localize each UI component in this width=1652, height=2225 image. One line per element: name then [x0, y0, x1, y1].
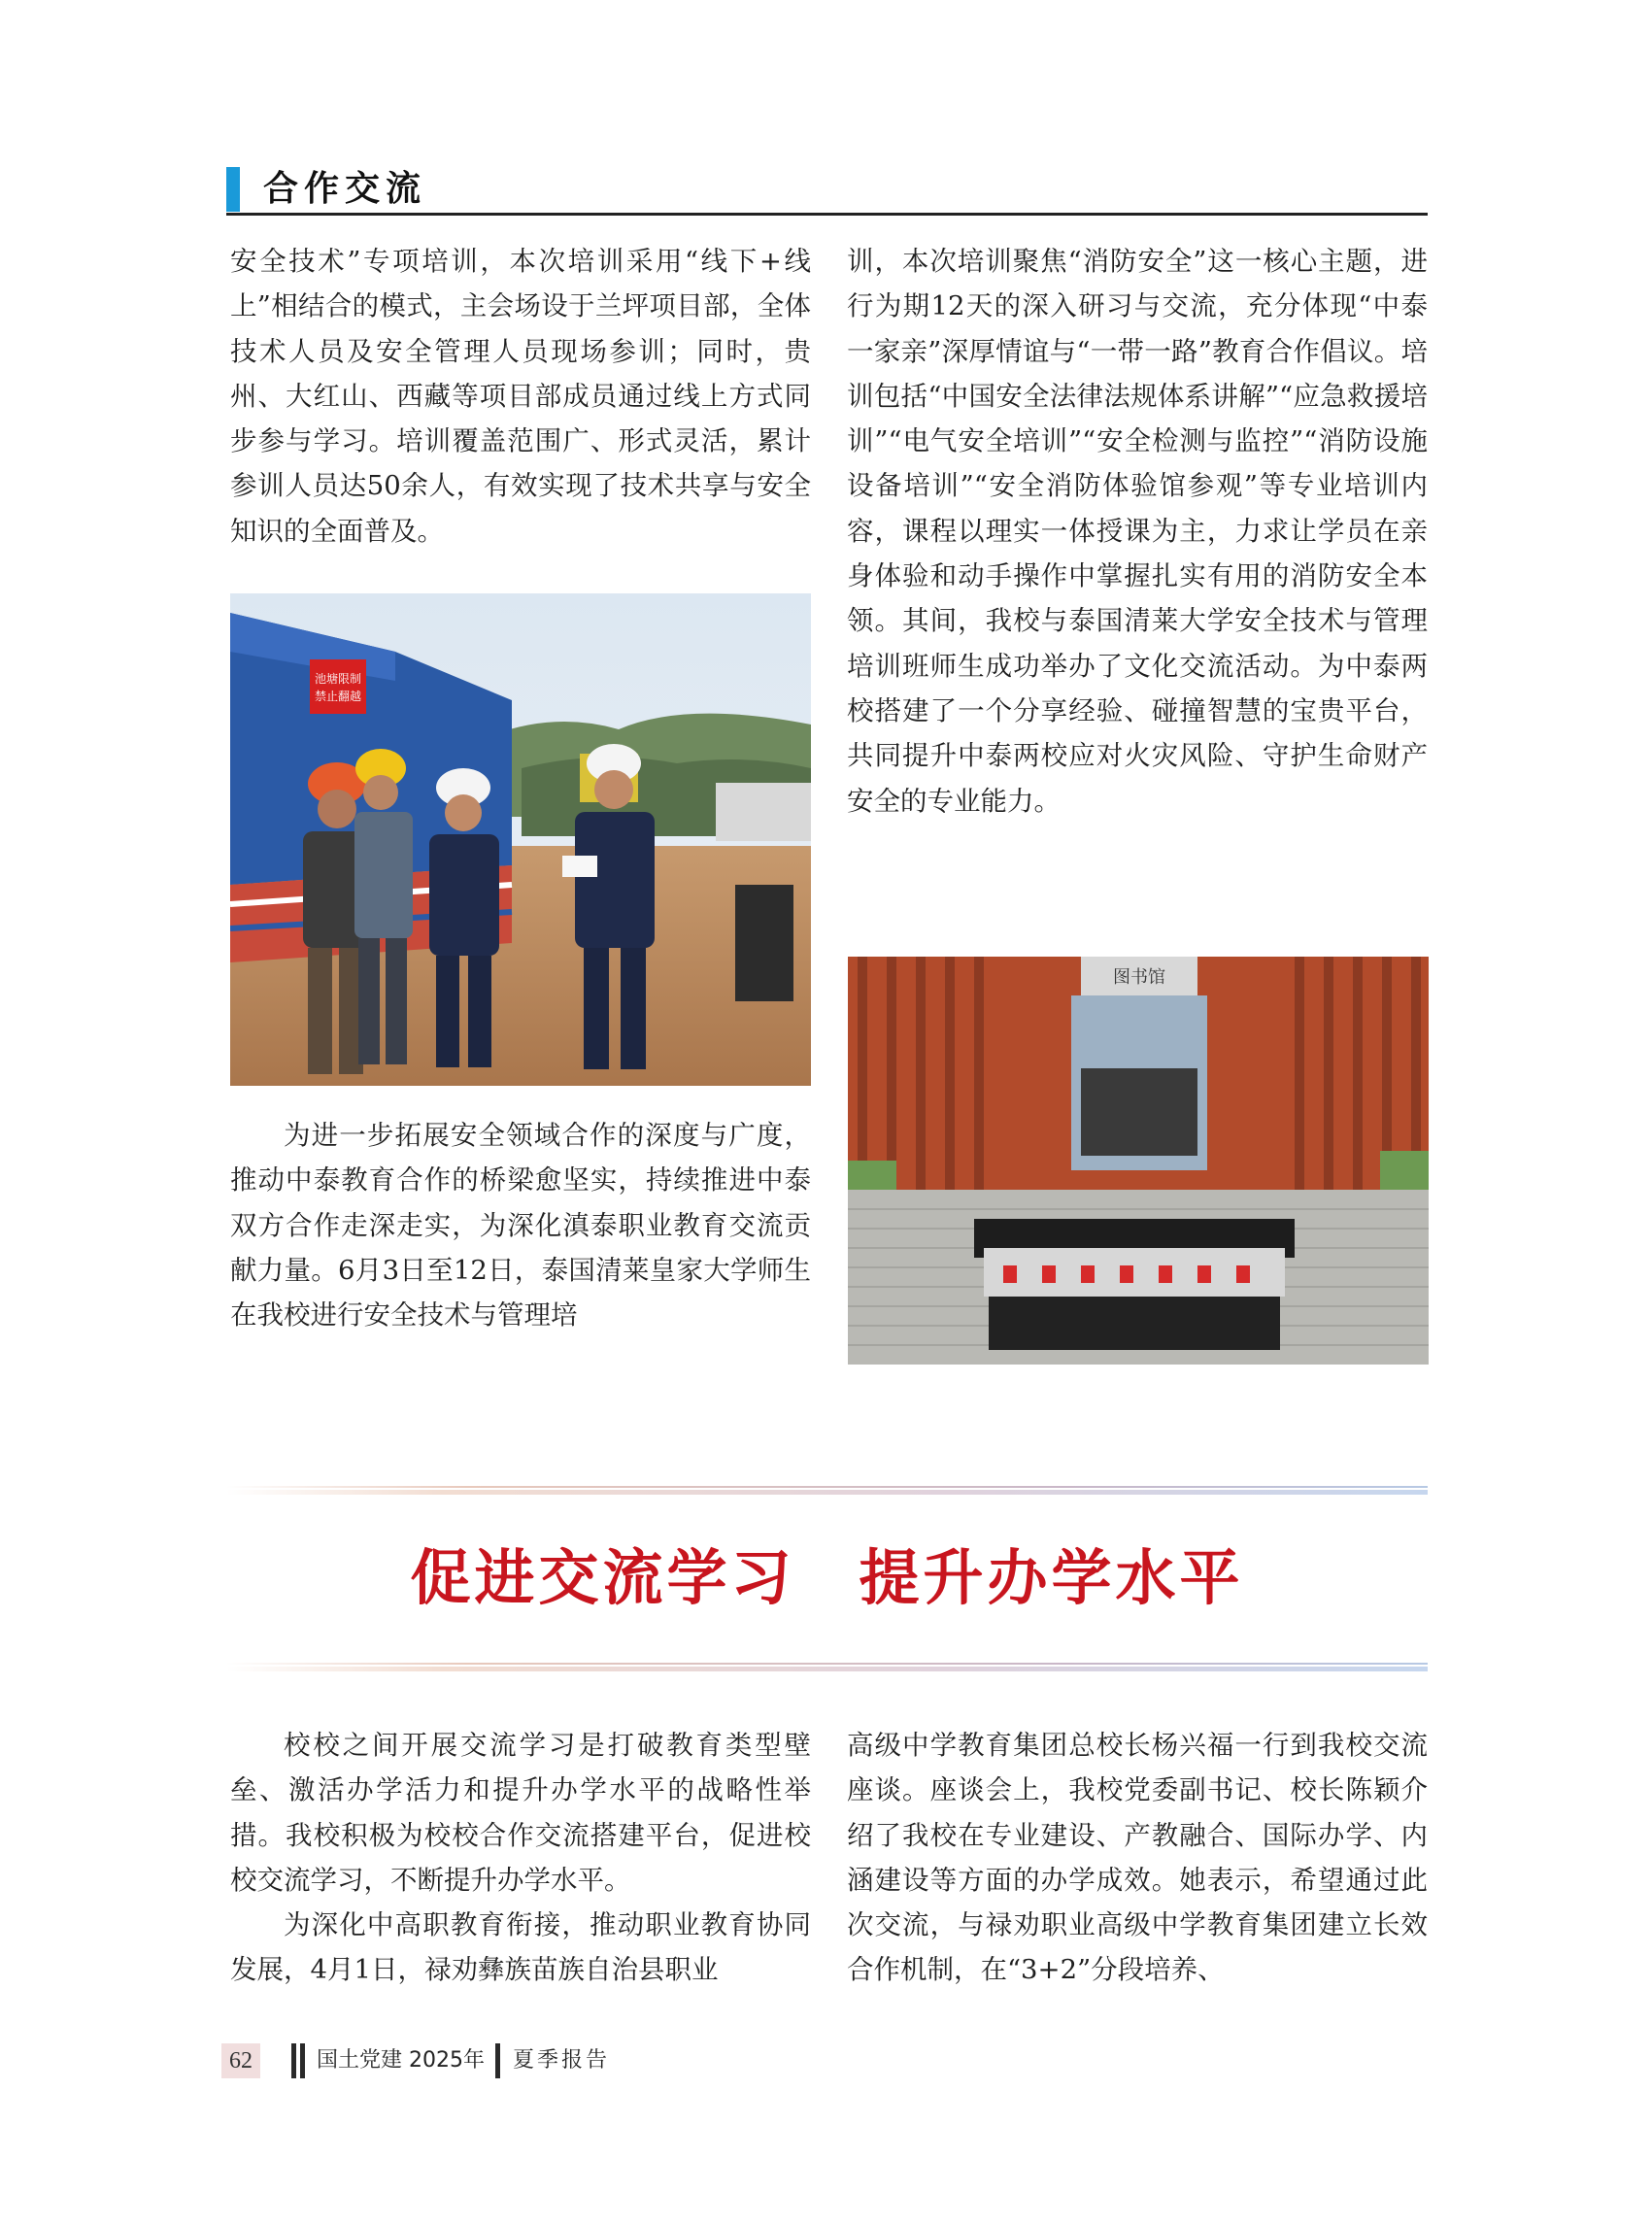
building-sign: 图书馆 [1113, 967, 1165, 988]
publication-name: 国土党建 2025年 [317, 2048, 485, 2073]
footer-bar-1 [291, 2043, 296, 2078]
article2-right-paragraph-1: 高级中学教育集团总校长杨兴福一行到我校交流座谈。座谈会上，我校党委副书记、校长陈颖介绍了我校在专业建设、产教融合、国际办学、内涵建设等方面的办学成效。她表示，希望通过此次交流，与禄劝职业高级中学教育集团建立长效合作机制，在“3+2”分段培养、 [847, 1730, 1428, 1986]
issue-name: 夏季报告 [513, 2048, 611, 2073]
article1-right-paragraph-1: 训，本次培训聚焦“消防安全”这一核心主题，进行为期12天的深入研习与交流，充分体现“中泰一家亲”深厚情谊与“一带一路”教育合作倡议。培训包括“中国安全法律法规体系讲解”“应急救援培训”“电气安全培训”“安全检测与监控”“消防设施设备培训”“安全消防体验馆参观”等专业培训内容，课程以理实一体授课为主，力求让学员在亲身体验和动手操作中掌握扎实有用的消防安全本领。其间，我校与泰国清莱大学安全技术与管理培训班师生成功举办了文化交流活动。为中泰两校搭建了一个分享经验、碰撞智慧的宝贵平台，共同提升中泰两校应对火灾风险、守护生命财产安全的专业能力。 [847, 246, 1428, 817]
construction-site-photo [230, 593, 811, 1086]
section-accent-bar [226, 167, 240, 212]
section-header [226, 165, 1428, 216]
page-number: 62 [221, 2043, 260, 2078]
footer-bar-3 [495, 2043, 500, 2078]
article2-left-paragraph-2: 为深化中高职教育衔接，推动职业教育协同发展，4月1日，禄劝彝族苗族自治县职业 [230, 1909, 811, 1986]
article1-left-paragraph-1: 安全技术”专项培训，本次培训采用“线下+线上”相结合的模式，主会场设于兰坪项目部，全体技术人员及安全管理人员现场参训；同时，贵州、大红山、西藏等项目部成员通过线上方式同步参与学习。培训覆盖范围广、形式灵活，累计参训人员达50余人，有效实现了技术共享与安全知识的全面普及。 [230, 246, 811, 547]
page-footer [221, 2040, 998, 2082]
title-rule-bottom [226, 1663, 1428, 1672]
tent-sign-line-2: 禁止翻越 [314, 690, 362, 703]
article2-left-paragraph-1: 校校之间开展交流学习是打破教育类型壁垒、激活办学活力和提升办学水平的战略性举措。我校积极为校校合作交流搭建平台，促进校校交流学习，不断提升办学水平。 [230, 1730, 811, 1896]
article1-left-paragraph-2: 为进一步拓展安全领域合作的深度与广度，推动中泰教育合作的桥梁愈坚实，持续推进中泰双方合作走深走实，为深化滇泰职业教育交流贡献力量。6月3日至12日，泰国清莱皇家大学师生在我校进行安全技术与管理培 [230, 1120, 811, 1332]
construction-site-illustration [230, 593, 811, 1086]
library-group-illustration [848, 957, 1429, 1365]
tent-sign-line-1: 池塘限制 [314, 672, 362, 686]
title-rule-top [226, 1486, 1428, 1496]
section-title: 合作交流 [263, 168, 427, 209]
section-divider [226, 213, 1428, 216]
group-of-people [974, 1219, 1295, 1350]
article-title: 促进交流学习 提升办学水平 [410, 1542, 1244, 1613]
group-photo-library [848, 957, 1429, 1365]
footer-bar-2 [300, 2043, 305, 2078]
